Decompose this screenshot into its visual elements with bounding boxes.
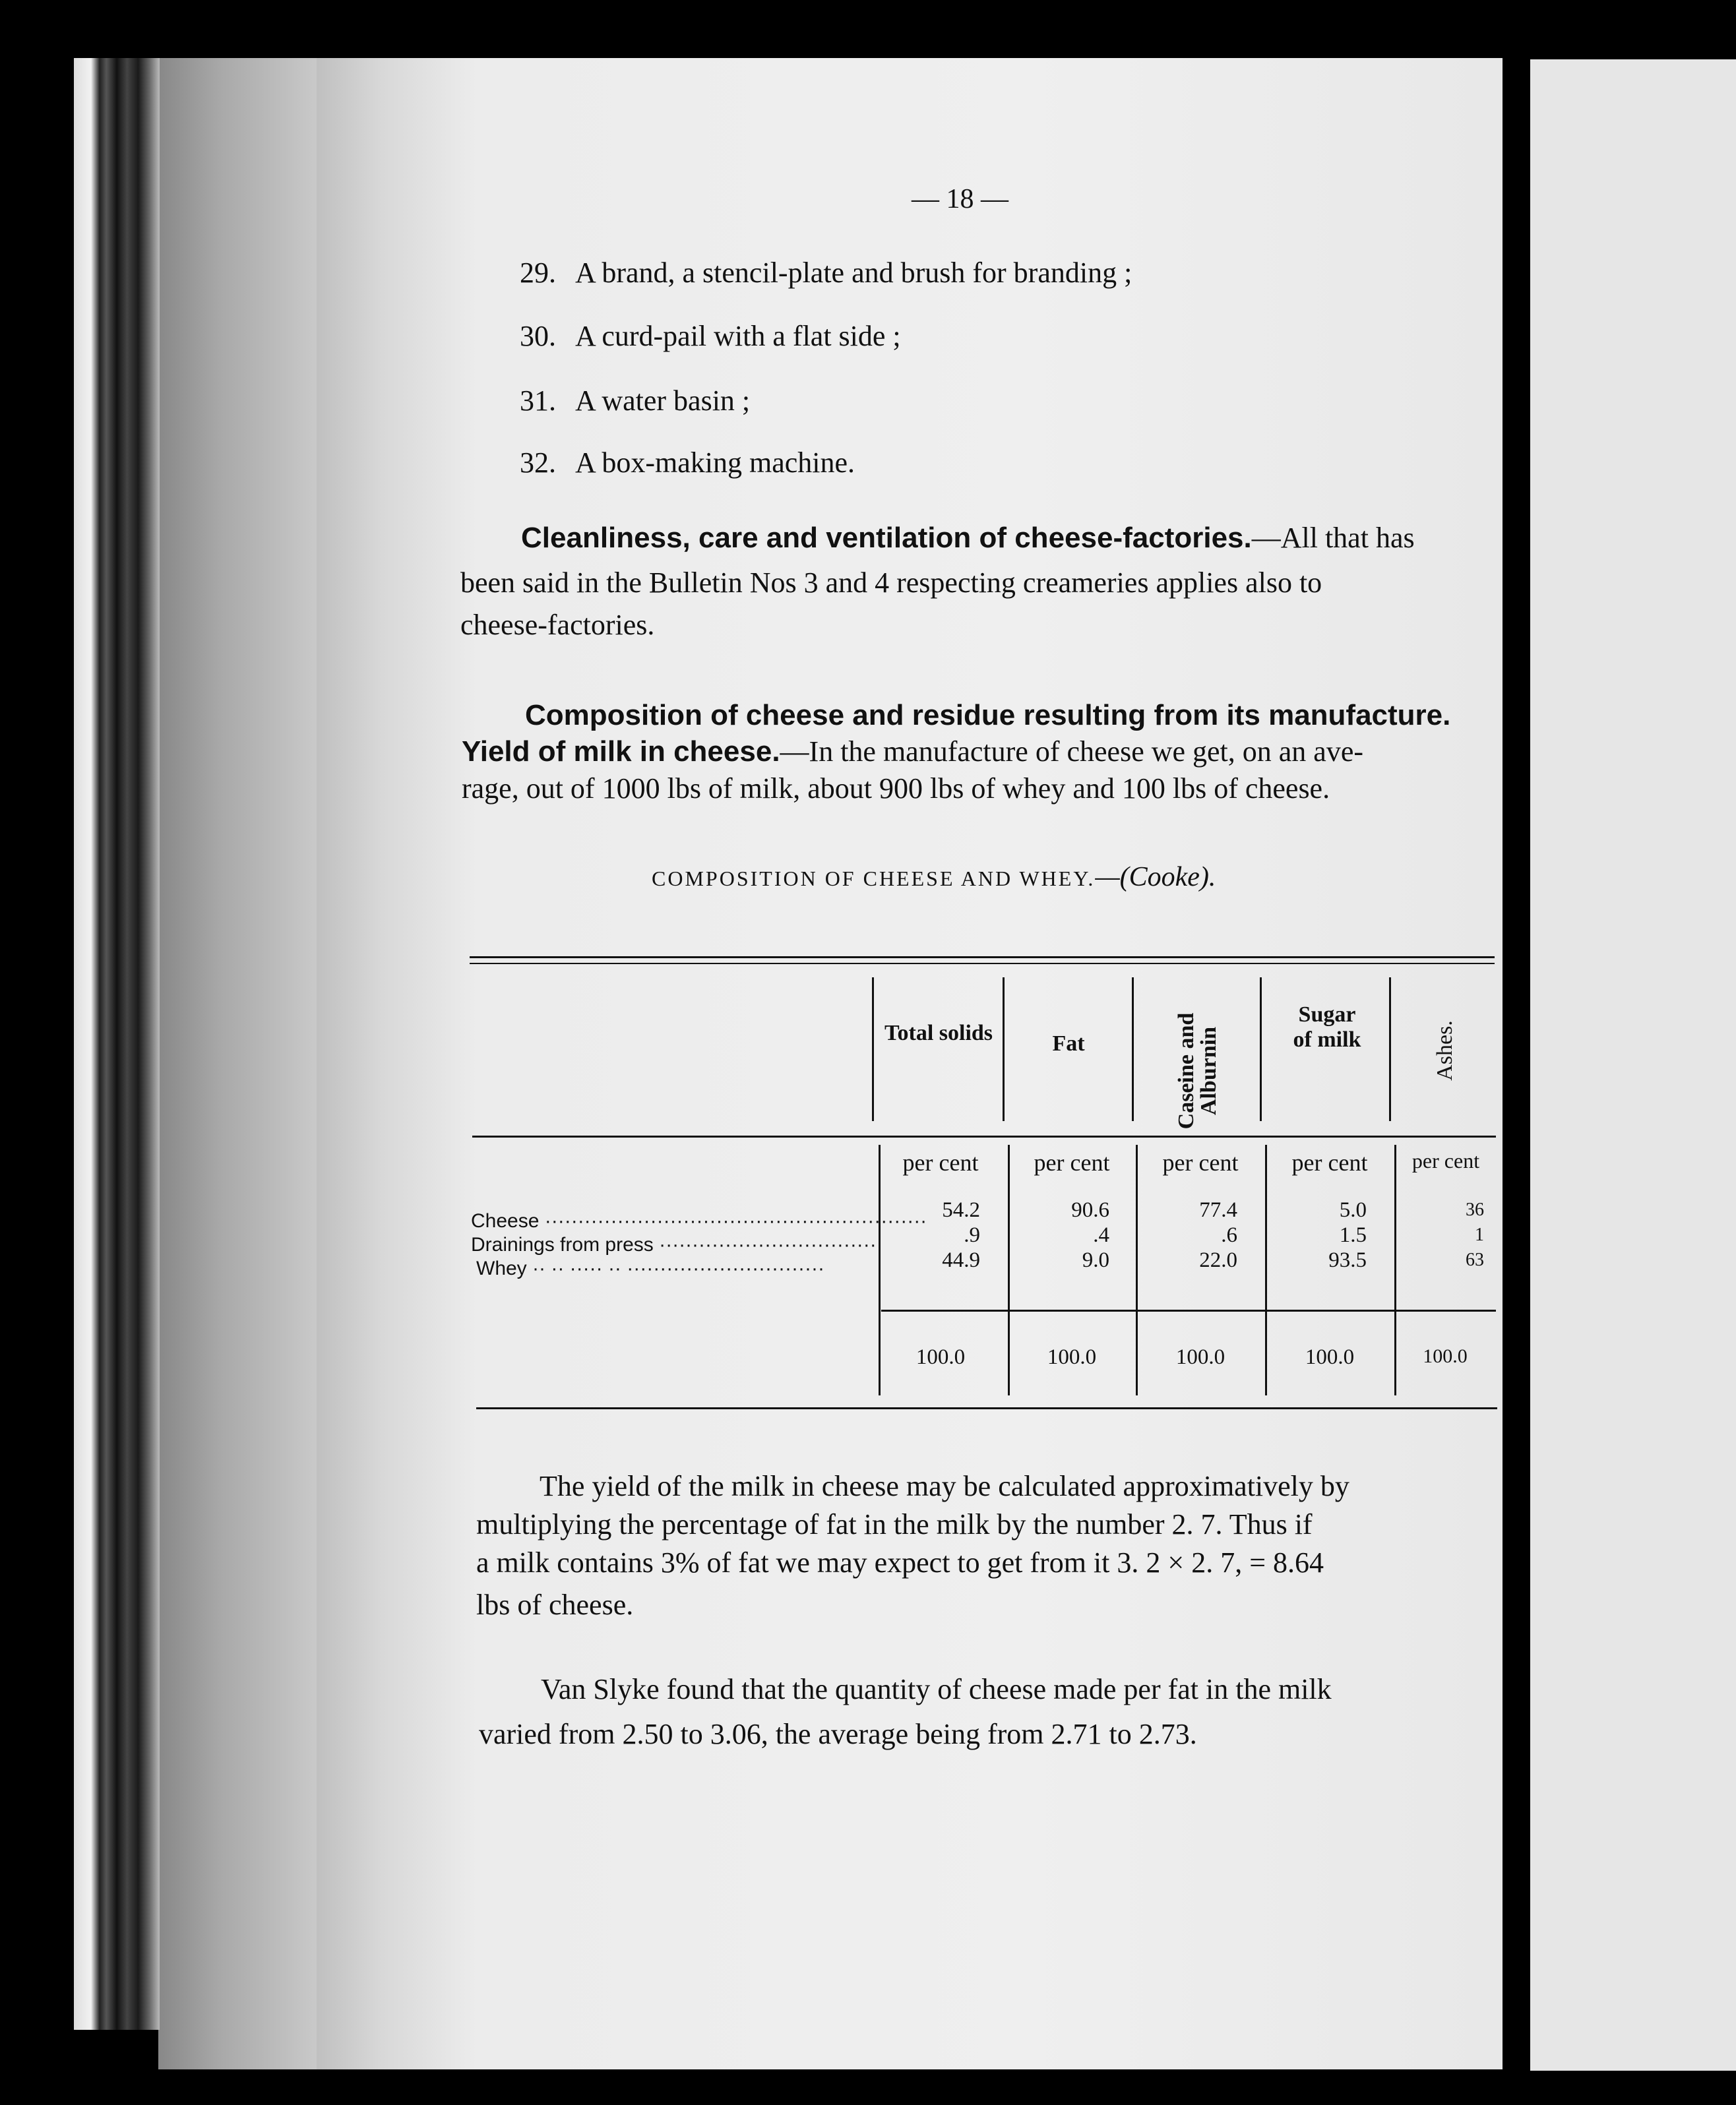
unit-label: per cent <box>1034 1149 1110 1176</box>
table-cell: 63 <box>1466 1250 1484 1270</box>
table-column <box>1138 1198 1237 1273</box>
paragraph-line: varied from 2.50 to 3.06, the average being from 2.71 to 2.73. <box>479 1718 1197 1750</box>
page-number: — 18 — <box>912 184 1008 214</box>
column-header: Caseine and Alburnin <box>1174 1012 1221 1130</box>
total-rule <box>881 1310 1496 1312</box>
table-column <box>1010 1198 1109 1273</box>
book-spine <box>74 58 160 2030</box>
list-item: 31. A water basin ; <box>520 384 751 417</box>
composition-paragraph-line: Yield of milk in cheese.—In the manufacture of cheese we get, on an ave- <box>462 735 1364 768</box>
unit-label: per cent <box>1291 1149 1368 1176</box>
paragraph-line: lbs of cheese. <box>476 1589 634 1621</box>
table-column <box>1397 1198 1484 1273</box>
table-cell: 44.9 <box>942 1248 980 1272</box>
table-bottom-rule <box>476 1407 1497 1409</box>
paragraph-line: Van Slyke found that the quantity of cheese made per fat in the milk <box>541 1673 1332 1705</box>
table-cell: 5.0 <box>1339 1198 1367 1222</box>
column-rule <box>872 977 874 1121</box>
table-cell: 54.2 <box>942 1198 980 1222</box>
column-rule <box>1394 1145 1396 1395</box>
paragraph-line: been said in the Bulletin Nos 3 and 4 respecting creameries applies also to <box>460 566 1322 599</box>
table-column <box>1268 1198 1367 1273</box>
table-cell: 1.5 <box>1339 1223 1367 1247</box>
composition-heading: Composition of cheese and residue resulting from its manufacture. <box>525 699 1451 731</box>
table-row-label: Whey ·· ·· ····· ·· ······························ <box>476 1258 824 1279</box>
page <box>310 58 1503 2069</box>
table-cell: .6 <box>1221 1223 1237 1247</box>
list-item: 32. A box-making machine. <box>520 446 855 479</box>
table-cell: .9 <box>964 1223 980 1247</box>
facing-page <box>1530 59 1736 2071</box>
column-header: Sugar of milk <box>1293 1002 1361 1052</box>
column-rule <box>1265 1145 1267 1395</box>
list-item: 30. A curd-pail with a flat side ; <box>520 320 901 352</box>
table-top-rule <box>470 956 1495 958</box>
table-row-label: Drainings from press ································· <box>471 1234 877 1256</box>
paragraph-line: cheese-factories. <box>460 609 655 641</box>
column-header: Total solids <box>884 1021 993 1045</box>
unit-label: per cent <box>902 1149 979 1176</box>
total-cell: 100.0 <box>1047 1345 1097 1369</box>
table-cell: .4 <box>1093 1223 1109 1247</box>
table-column <box>881 1198 980 1273</box>
cleanliness-heading: Cleanliness, care and ventilation of cheese-factories. <box>521 522 1252 554</box>
unit-label: per cent <box>1411 1149 1480 1173</box>
column-header: Ashes. <box>1433 1020 1457 1081</box>
list-item: 29. A brand, a stencil-plate and brush for branding ; <box>520 257 1132 289</box>
paragraph-line: a milk contains 3% of fat we may expect to get from it 3. 2 × 2. 7, = 8.64 <box>476 1546 1324 1579</box>
row-labels <box>471 1209 927 1281</box>
column-rule <box>1008 1145 1010 1395</box>
table-caption: COMPOSITION OF CHEESE AND WHEY.—(Cooke). <box>652 862 1216 892</box>
table-cell: 9.0 <box>1082 1248 1109 1272</box>
table-row-label: Cheese ·························································· <box>471 1210 927 1232</box>
table-cell: 1 <box>1475 1225 1484 1245</box>
total-cell: 100.0 <box>1175 1345 1225 1369</box>
unit-label: per cent <box>1162 1149 1239 1176</box>
total-cell: 100.0 <box>1305 1345 1355 1369</box>
paragraph-line: The yield of the milk in cheese may be calculated approximatively by <box>540 1470 1349 1502</box>
paragraph-line: rage, out of 1000 lbs of milk, about 900 lbs of whey and 100 lbs of cheese. <box>462 772 1330 805</box>
yield-heading: Yield of milk in cheese. <box>462 735 780 768</box>
column-rule <box>1260 977 1262 1121</box>
column-header: Fat <box>1052 1031 1085 1056</box>
header-rule <box>472 1136 1496 1138</box>
table-top-rule <box>470 963 1495 964</box>
column-rule <box>1132 977 1134 1121</box>
paragraph-line: multiplying the percentage of fat in the milk by the number 2. 7. Thus if <box>476 1508 1313 1541</box>
total-cell: 100.0 <box>915 1345 966 1369</box>
column-rule <box>1136 1145 1138 1395</box>
column-rule <box>1003 977 1005 1121</box>
table-cell: 93.5 <box>1328 1248 1367 1272</box>
page-gutter <box>158 58 317 2069</box>
table-cell: 90.6 <box>1071 1198 1109 1222</box>
table-cell: 77.4 <box>1199 1198 1237 1222</box>
cleanliness-paragraph-line: Cleanliness, care and ventilation of cheese-factories.—All that has <box>521 522 1415 554</box>
table-cell: 36 <box>1466 1200 1484 1220</box>
table-cell: 22.0 <box>1199 1248 1237 1272</box>
total-cell: 100.0 <box>1423 1345 1468 1367</box>
